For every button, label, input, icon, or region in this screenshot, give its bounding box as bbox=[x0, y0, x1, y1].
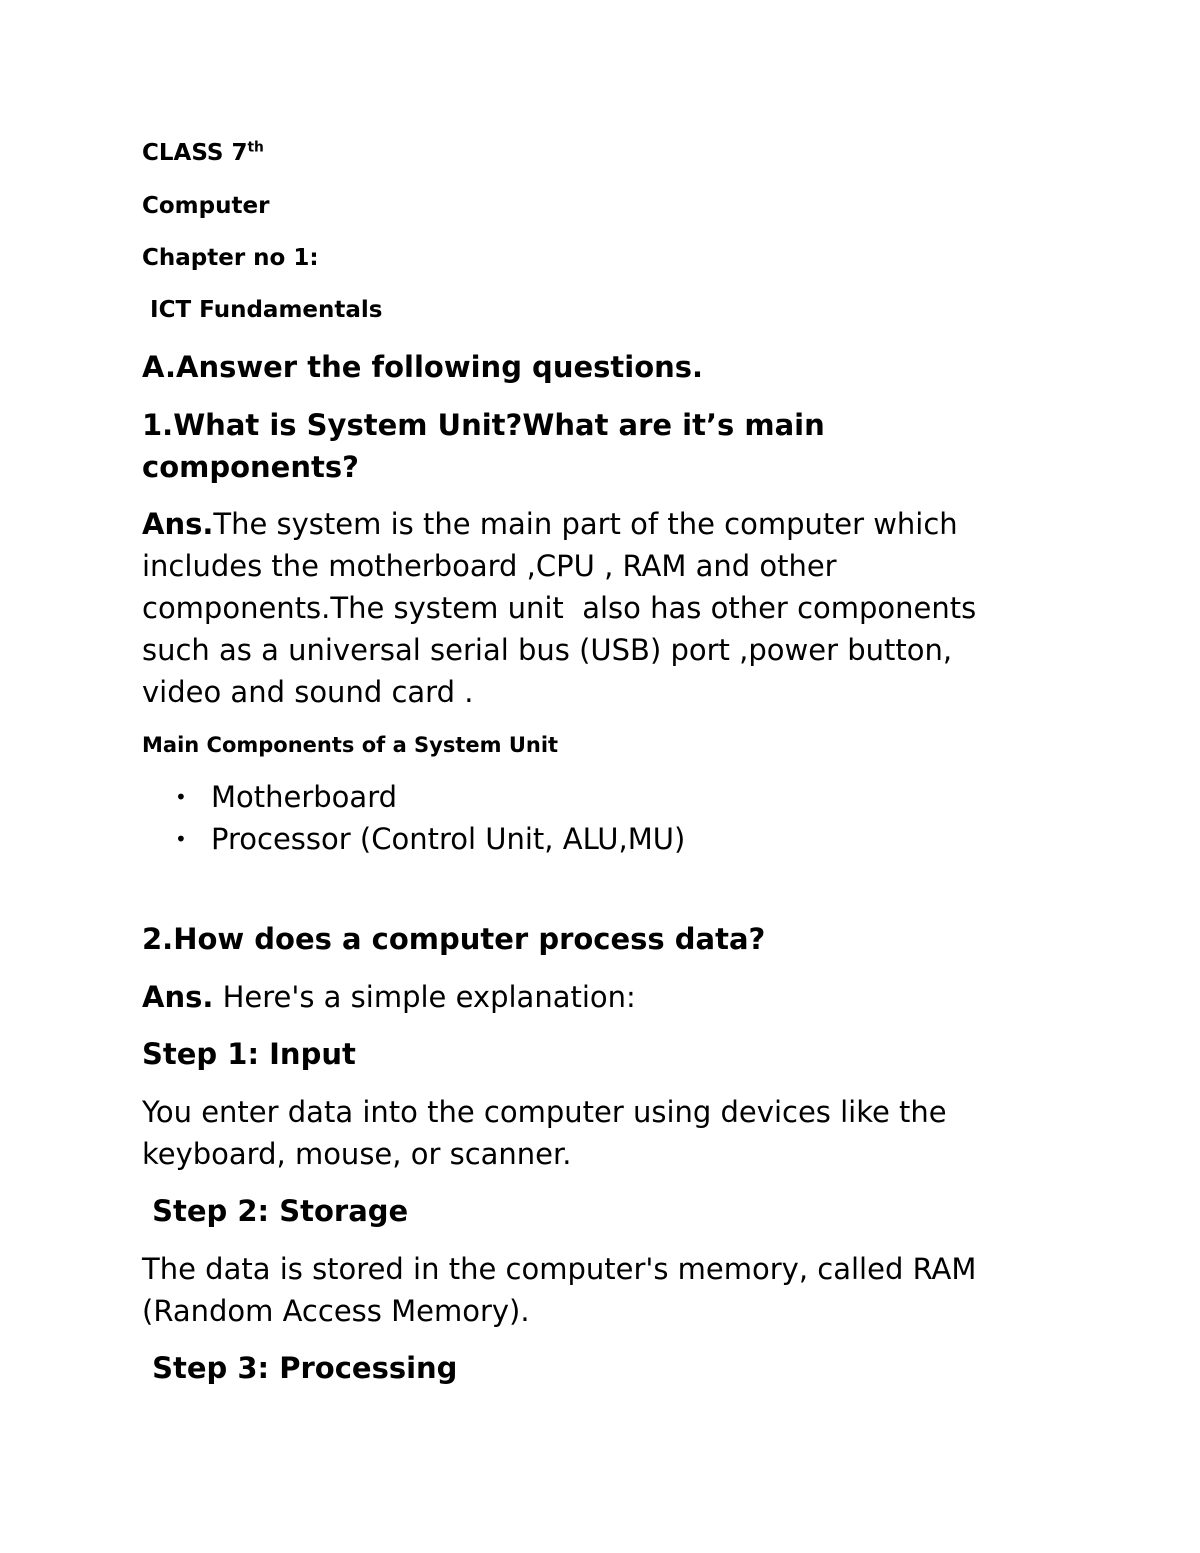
answer-1-line-3: components.The system unit also has other components bbox=[142, 591, 977, 625]
subject-title: Computer bbox=[142, 193, 270, 219]
list-item: Processor (Control Unit, ALU,MU) bbox=[211, 822, 686, 856]
answer-1-line-2: includes the motherboard ,CPU , RAM and other bbox=[142, 549, 837, 583]
bullet-icon: • bbox=[175, 827, 187, 851]
class-superscript: th bbox=[247, 139, 264, 156]
answer-label: Ans. bbox=[142, 507, 214, 541]
answer-1-line-5: video and sound card . bbox=[142, 675, 474, 709]
question-2: 2.How does a computer process data? bbox=[142, 922, 766, 956]
step-1-line-2: keyboard, mouse, or scanner. bbox=[142, 1137, 572, 1171]
question-1-line-2: components? bbox=[142, 450, 359, 484]
chapter-title: ICT Fundamentals bbox=[142, 297, 383, 323]
step-2-title: Step 2: Storage bbox=[142, 1194, 409, 1228]
question-1-line-1: 1.What is System Unit?What are it’s main bbox=[142, 408, 825, 442]
list-item: Motherboard bbox=[211, 780, 398, 814]
components-heading: Main Components of a System Unit bbox=[142, 733, 559, 757]
section-heading: A.Answer the following questions. bbox=[142, 350, 704, 384]
class-label: CLASS 7th bbox=[142, 139, 264, 166]
answer-label: Ans. bbox=[142, 980, 214, 1014]
step-1-title: Step 1: Input bbox=[142, 1037, 356, 1071]
step-2-line-2: (Random Access Memory). bbox=[142, 1294, 530, 1328]
bullet-icon: • bbox=[175, 785, 187, 809]
answer-2-intro: Ans. Here's a simple explanation: bbox=[142, 980, 636, 1014]
step-3-title: Step 3: Processing bbox=[142, 1351, 458, 1385]
chapter-number: Chapter no 1: bbox=[142, 245, 319, 271]
step-2-line-1: The data is stored in the computer's memory, called RAM bbox=[142, 1252, 977, 1286]
answer-1-line-4: such as a universal serial bus (USB) port ,power button, bbox=[142, 633, 953, 667]
step-1-line-1: You enter data into the computer using devices like the bbox=[142, 1095, 947, 1129]
answer-1-line-1: Ans.The system is the main part of the computer which bbox=[142, 507, 958, 541]
